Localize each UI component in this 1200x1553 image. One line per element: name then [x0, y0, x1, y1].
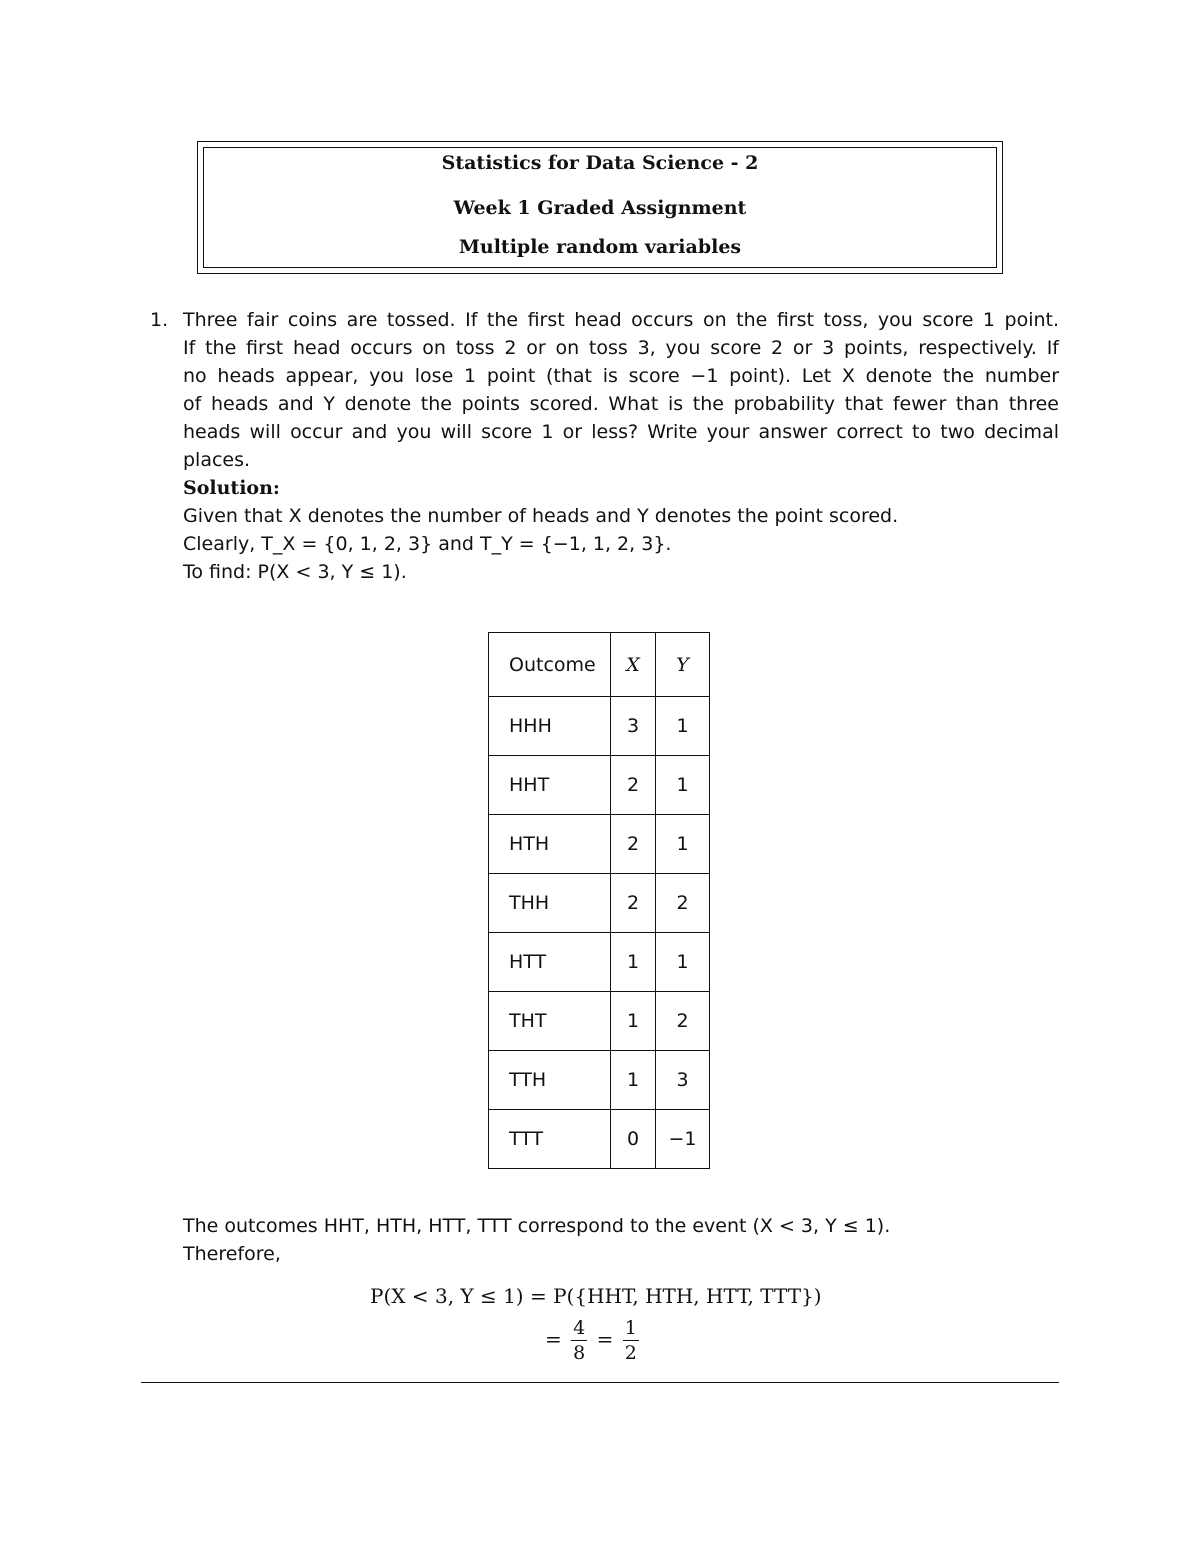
table-row [489, 1110, 710, 1169]
x-value-cell: 1 [611, 933, 656, 992]
table-header-row [489, 633, 710, 697]
question-line-6: places. [183, 449, 251, 471]
table-row [489, 933, 710, 992]
fraction-numerator: 4 [573, 1317, 586, 1339]
x-value-cell: 1 [611, 992, 656, 1051]
outcome-cell: THH [489, 874, 611, 933]
outcome-cell: HTH [489, 815, 611, 874]
outcome-cell: TTH [489, 1051, 611, 1110]
equals-sign: = [596, 1327, 614, 1351]
y-value-cell: 1 [656, 933, 710, 992]
solution-clearly: Clearly, T_X = {0, 1, 2, 3} and T_Y = {−1, 1, 2, 3}. [183, 533, 672, 555]
x-value-cell: 3 [611, 697, 656, 756]
table-header-x: X [611, 633, 656, 697]
table-row [489, 874, 710, 933]
y-value-cell: 1 [656, 815, 710, 874]
conclusion-line-2: Therefore, [183, 1243, 281, 1265]
outcome-cell: HTT [489, 933, 611, 992]
table-row [489, 1051, 710, 1110]
table-row [489, 756, 710, 815]
title-box [197, 141, 1003, 274]
assignment-title: Week 1 Graded Assignment [453, 197, 747, 219]
solution-heading: Solution: [183, 477, 280, 499]
table-row [489, 992, 710, 1051]
question-line-4: of heads and Y denote the points scored. What is the probability that fewer than three [183, 393, 1059, 415]
question-line-5: heads will occur and you will score 1 or less? Write your answer correct to two decimal [183, 421, 1059, 443]
y-value-cell: 3 [656, 1051, 710, 1110]
outcome-cell: THT [489, 992, 611, 1051]
outcome-cell: TTT [489, 1110, 611, 1169]
solution-given: Given that X denotes the number of heads and Y denotes the point scored. [183, 505, 899, 527]
y-value-cell: 1 [656, 697, 710, 756]
fraction-denominator: 2 [624, 1342, 637, 1364]
conclusion-line-1: The outcomes HHT, HTH, HTT, TTT correspond to the event (X < 3, Y ≤ 1). [183, 1215, 891, 1237]
table-header-outcome: Outcome [489, 633, 611, 697]
x-value-cell: 0 [611, 1110, 656, 1169]
topic-title: Multiple random variables [458, 236, 742, 258]
question-number: 1. [150, 309, 169, 331]
y-value-cell: 2 [656, 992, 710, 1051]
x-value-cell: 1 [611, 1051, 656, 1110]
y-value-cell: 1 [656, 756, 710, 815]
footer-rule [141, 1382, 1059, 1383]
y-value-cell: −1 [656, 1110, 710, 1169]
question-line-1: Three fair coins are tossed. If the first head occurs on the first toss, you score 1 point. [183, 309, 1059, 331]
fraction-four-eighths [571, 1316, 587, 1365]
outcome-table [488, 632, 710, 1169]
equals-sign: = [545, 1327, 562, 1351]
fraction-one-half [623, 1316, 639, 1365]
outcome-cell: HHT [489, 756, 611, 815]
question-line-3: no heads appear, you lose 1 point (that is score −1 point). Let X denote the number [183, 365, 1059, 387]
x-value-cell: 2 [611, 756, 656, 815]
x-value-cell: 2 [611, 874, 656, 933]
table-header-y: Y [656, 633, 710, 697]
equation-lhs: P(X < 3, Y ≤ 1) = P({HHT, HTH, HTT, TTT}) [370, 1284, 822, 1308]
x-value-cell: 2 [611, 815, 656, 874]
table-row [489, 697, 710, 756]
equation-result [545, 1316, 642, 1365]
outcome-cell: HHH [489, 697, 611, 756]
solution-to-find: To find: P(X < 3, Y ≤ 1). [183, 561, 407, 583]
fraction-numerator: 1 [624, 1317, 637, 1339]
table-row [489, 815, 710, 874]
fraction-denominator: 8 [573, 1342, 586, 1364]
y-value-cell: 2 [656, 874, 710, 933]
question-line-2: If the first head occurs on toss 2 or on toss 3, you score 2 or 3 points, respectively. If [183, 337, 1059, 359]
course-title: Statistics for Data Science - 2 [441, 152, 759, 174]
